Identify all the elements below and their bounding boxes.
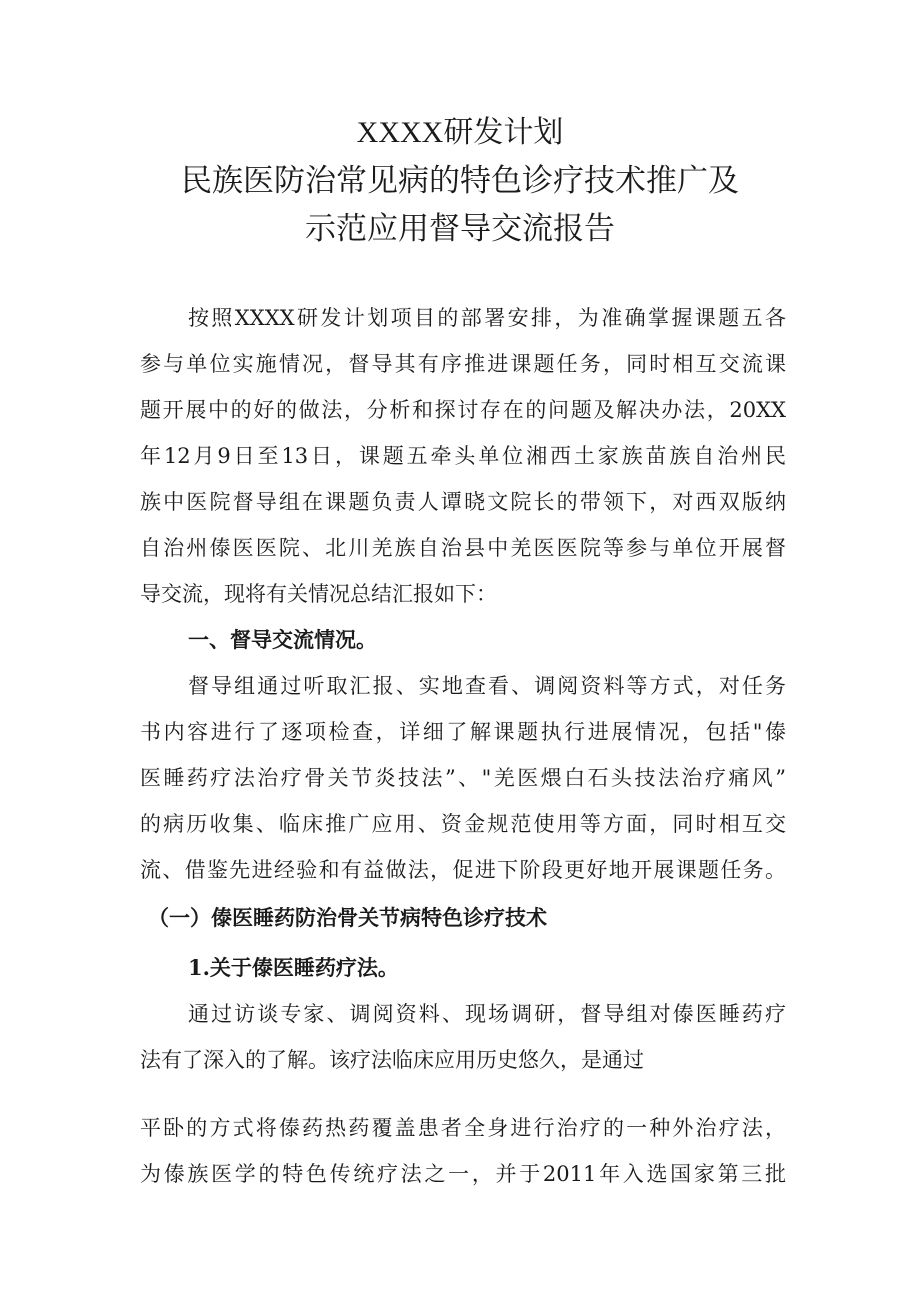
paragraph-3-line: 通过访谈专家、调阅资料、现场调研，督导组对傣医睡药疗 bbox=[188, 1002, 786, 1026]
paragraph-1-line: 自治州傣医医院、北川羌族自治县中羌医医院等参与单位开展督 bbox=[140, 536, 786, 560]
section-heading-1: 一、督导交流情况。 bbox=[188, 627, 377, 652]
report-title-line-2: 民族医防治常见病的特色诊疗技术推广及 bbox=[181, 163, 739, 199]
paragraph-1-line: 参与单位实施情况，督导其有序推进课题任务，同时相互交流课 bbox=[140, 352, 786, 376]
subsection-heading: （一）傣医睡药防治骨关节病特色诊疗技术 bbox=[148, 905, 547, 930]
paragraph-1-line: 年12月9日至13日，课题五牵头单位湘西土家族苗族自治州民 bbox=[140, 444, 786, 468]
paragraph-2-line: 书内容进行了逐项检查，详细了解课题执行进展情况，包括"傣 bbox=[140, 720, 786, 744]
item-heading: 1.关于傣医睡药疗法。 bbox=[188, 955, 399, 980]
paragraph-2-line: 流、借鉴先进经验和有益做法，促进下阶段更好地开展课题任务。 bbox=[140, 858, 786, 882]
paragraph-2-line: 医睡药疗法治疗骨关节炎技法”、"羌医煨白石头技法治疗痛风” bbox=[140, 766, 786, 790]
paragraph-1-line: 族中医院督导组在课题负责人谭晓文院长的带领下，对西双版纳 bbox=[140, 490, 786, 514]
report-title-line-3: 示范应用督导交流报告 bbox=[305, 211, 615, 247]
paragraph-3-line: 法有了深入的了解。该疗法临床应用历史悠久，是通过 bbox=[140, 1048, 644, 1072]
paragraph-1-line: 导交流，现将有关情况总结汇报如下： bbox=[140, 582, 497, 606]
paragraph-1-line: 按照XXXX研发计划项目的部署安排，为准确掌握课题五各 bbox=[188, 306, 786, 330]
paragraph-4-line: 为傣族医学的特色传统疗法之一，并于2011年入选国家第三批 bbox=[140, 1162, 786, 1186]
paragraph-4-line: 平卧的方式将傣药热药覆盖患者全身进行治疗的一种外治疗法， bbox=[140, 1116, 786, 1140]
paragraph-2-line: 的病历收集、临床推广应用、资金规范使用等方面，同时相互交 bbox=[140, 812, 786, 836]
paragraph-2-line: 督导组通过听取汇报、实地查看、调阅资料等方式，对任务 bbox=[188, 674, 786, 698]
paragraph-1-line: 题开展中的好的做法，分析和探讨存在的问题及解决办法，20XX bbox=[140, 398, 786, 422]
report-title-line-1: XXXX研发计划 bbox=[356, 116, 564, 149]
